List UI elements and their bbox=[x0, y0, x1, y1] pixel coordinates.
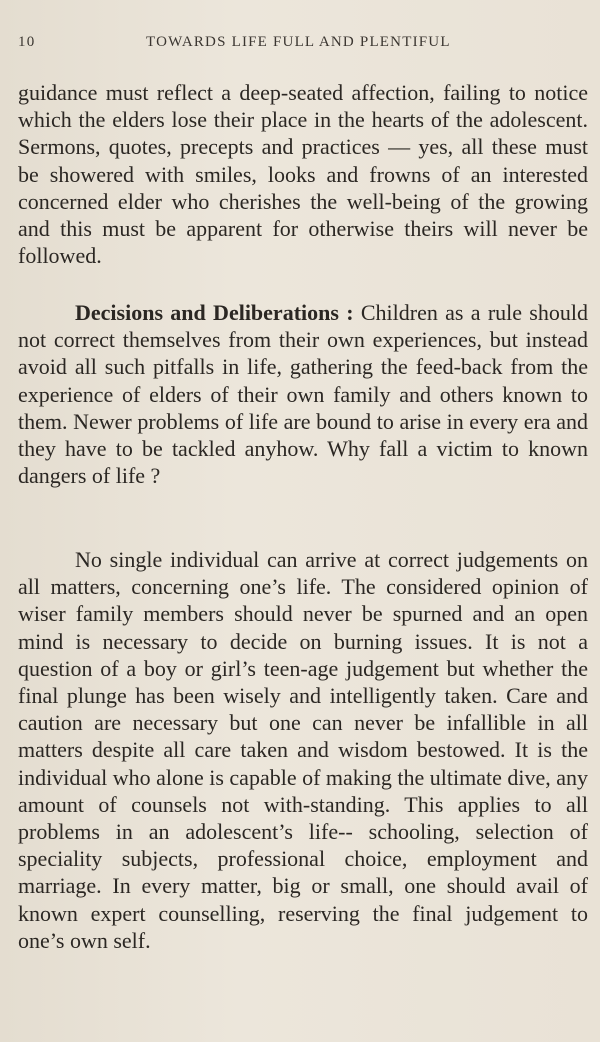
paragraph-2 bbox=[18, 299, 588, 489]
page-number: 10 bbox=[18, 34, 36, 50]
paragraph-3: No single individual can arrive at correct judgements on all matters, concerning one’s life. The considered opinion of wiser family members should never be spurned and an open mind is necessary to decide on burning issues. It is not a question of a boy or girl’s teen-age judgement but whether the final plunge has been wisely and intelligently taken. Care and caution are necessary but one can never be infallible in all matters despite all care taken and wisdom bestowed. It is the individual who alone is capable of making the ultimate dive, any amount of counsels not with-standing. This applies to all problems in an adolescent’s life-- schooling, selection of speciality subjects, professional choice, employment and marriage. In every matter, big or small, one should avail of known expert counselling, reserving the final judgement to one’s own self. bbox=[18, 547, 589, 953]
running-title: TOWARDS LIFE FULL AND PLENTIFUL bbox=[146, 34, 451, 50]
page-header bbox=[18, 34, 582, 56]
paragraph-2-body: Children as a rule should not correct themselves from their own experiences, but instead avoid all such pitfalls in life, gathering the feed-back from the experience of elders of their own family and others known to them. Newer problems of life are bound to arise in every era and they have to be tackled anyhow. Why fall a victim to known dangers of life ? bbox=[18, 300, 588, 489]
paragraph-1: guidance must reflect a deep-seated affection, failing to notice which the elders lose their place in the hearts of the adolescent. Sermons, quotes, precepts and practices — yes, all these must be showered with smiles, looks and frowns of an interested concerned elder who cherishes the well-being of the growing and this must be apparent for otherwise theirs will never be followed. bbox=[18, 80, 588, 269]
section-heading: Decisions and Deliberations : bbox=[75, 300, 354, 325]
